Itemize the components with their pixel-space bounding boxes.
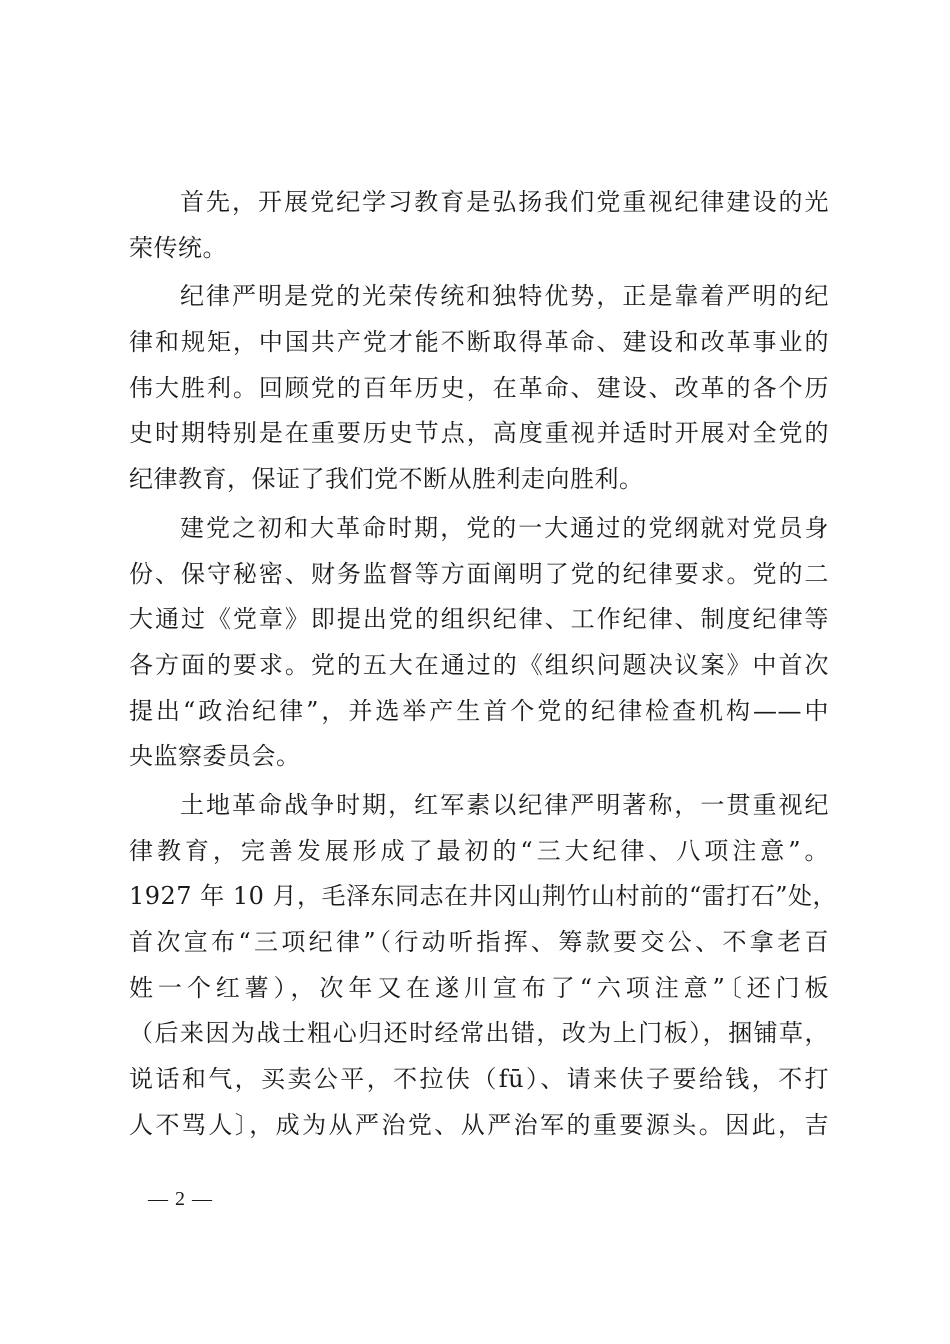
paragraph — [129, 274, 829, 502]
body-text — [129, 180, 838, 1148]
text-line: 律和规矩，中国共产党才能不断取得革命、建设和改革事业的 — [129, 328, 829, 357]
paragraph — [129, 506, 829, 780]
text-line: 纪律严明是党的光荣传统和独特优势，正是靠着严明的纪 — [180, 282, 829, 311]
text-line: 姓一个红薯），次年又在遂川宣布了“六项注意”〔还门板 — [129, 973, 829, 1002]
paragraph — [129, 783, 838, 1149]
text-line: 土地革命战争时期，红军素以纪律严明著称，一贯重视纪 — [180, 790, 829, 819]
text-line: 人不骂人〕，成为从严治党、从严治军的重要源头。因此，吉 — [129, 1110, 829, 1139]
text-line: 史时期特别是在重要历史节点，高度重视并适时开展对全党的 — [129, 419, 829, 448]
text-line: 各方面的要求。党的五大在通过的《组织问题决议案》中首次 — [129, 650, 829, 679]
text-line: （后来因为战士粗心归还时经常出错，改为上门板），捆铺草， — [129, 1019, 829, 1048]
text-line: 首先，开展党纪学习教育是弘扬我们党重视纪律建设的光 — [180, 188, 829, 216]
text-line: 律教育，完善发展形成了最初的“三大纪律、八项注意”。 — [129, 836, 829, 865]
text-line: 1927 年 10 月，毛泽东同志在井冈山荆竹山村前的“雷打石”处， — [129, 882, 838, 911]
text-line: 份、保守秘密、财务监督等方面阐明了党的纪律要求。党的二 — [129, 559, 829, 588]
text-line: 伟大胜利。回顾党的百年历史，在革命、建设、改革的各个历 — [129, 373, 829, 402]
page-number: — 2 — — [148, 1188, 213, 1210]
text-line: 提出“政治纪律”，并选举产生首个党的纪律检查机构——中 — [129, 696, 829, 725]
text-line: 建党之初和大革命时期，党的一大通过的党纲就对党员身 — [180, 513, 829, 542]
text-line: 央监察委员会。 — [129, 742, 301, 771]
text-line: 荣传统。 — [129, 233, 227, 262]
paragraph — [129, 180, 829, 271]
text-line: 纪律教育，保证了我们党不断从胜利走向胜利。 — [129, 465, 644, 494]
text-line: 说话和气，买卖公平，不拉伕（fū）、请来伕子要给钱，不打 — [129, 1065, 829, 1094]
text-line: 首次宣布“三项纪律”（行动听指挥、筹款要交公、不拿老百 — [129, 928, 829, 956]
text-line: 大通过《党章》即提出党的组织纪律、工作纪律、制度纪律等 — [129, 605, 829, 634]
